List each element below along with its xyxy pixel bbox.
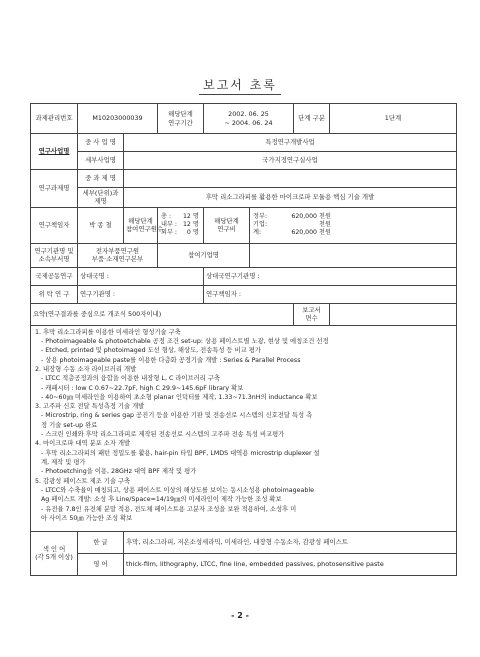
researcher-count-label: 해당단계 참여연구원수 — [124, 207, 158, 243]
commission-label: 위 탁 연 구 — [31, 285, 78, 303]
row-mid-business — [31, 134, 457, 152]
commission-lead: 연구책임자 : — [204, 285, 457, 303]
organization-label: 연구기관명 및 소속부서명 — [31, 243, 78, 267]
summary-line: - 유전율 7.8인 유전체 분말 적용, 전도체 페이스트용 고분자 조성을 보완 적용하여, 소성후 미 — [41, 505, 297, 513]
detail-business-value: 국가지정연구실사업 — [124, 152, 457, 170]
research-cost-values: 정부: 620,000 천원 기업: 천원 계: 620,000 천원 — [250, 207, 457, 243]
row-detail-business — [31, 152, 457, 170]
mid-task-label: 중 과 제 명 — [78, 170, 124, 188]
summary-line: - 40~60㎛ 미세라인을 이용하여 초소형 planar 인덕터를 제작, 1.33~71.3nH의 inductance 확보 — [41, 393, 318, 401]
mid-task-value — [124, 170, 457, 188]
keywords-label: 색 인 어 (각 5개 이상) — [31, 531, 78, 575]
row-organization — [31, 243, 457, 267]
research-task-label: 연구과제명 — [31, 170, 78, 208]
partner-company-value — [250, 243, 457, 267]
stage-label: 단계 구분 — [294, 104, 330, 134]
row-summary-body — [31, 325, 457, 531]
summary-line: 3. 고주파 신호 전달 특성측정 기술 개발 — [35, 403, 145, 411]
row-keywords-ko — [31, 531, 457, 553]
page-number: - 2 - — [231, 611, 249, 620]
summary-line: - LTCC와 수축율이 매칭되고, 상용 페이스트 이상의 해상도를 보이는 동시소성용 photoimageable — [41, 486, 314, 494]
researcher-name: 박 종 철 — [78, 207, 124, 243]
stage-value: 1단계 — [330, 104, 457, 134]
summary-body — [31, 325, 457, 531]
detail-task-value: 후막 리소그라피를 활용한 마이크로파 모듈용 핵심 기술 개발 — [124, 188, 457, 208]
counterpart-country: 상대국명 : — [78, 267, 204, 285]
counterpart-organization: 상대국연구기관명 : — [204, 267, 457, 285]
partner-company-label: 참여기업명 — [158, 243, 250, 267]
keywords-en-label: 영 어 — [78, 553, 124, 575]
commission-organization: 연구기관명 : — [78, 285, 204, 303]
row-international — [31, 267, 457, 285]
row-commission — [31, 285, 457, 303]
research-business-label: 연구사업명 — [31, 134, 78, 170]
row-summary-header — [31, 303, 457, 325]
page-title — [0, 76, 480, 95]
period-value: 2002. 06. 25 ~ 2004. 06. 24 — [204, 104, 294, 134]
keywords-en-value: thick-film, lithography, LTCC, fine line, embedded passives, photosensitive paste — [124, 553, 457, 575]
summary-line: - 상용 photoimageable paste를 이용한 다층화 공정기술 개발 : Series & Parallel Process — [41, 356, 301, 364]
summary-line: Ag 페이스트 개발: 소성 후 Line/Space=14/19㎛의 미세라인이 제작 가능한 조성 확보 — [41, 496, 282, 504]
summary-line: 5. 감광성 페이스트 제조 기술 구축 — [35, 477, 131, 485]
row-detail-task — [31, 188, 457, 208]
summary-line: - LTCC 적층공정과의 융합을 이용한 내장형 L, C 라이브러리 구축 — [41, 375, 220, 383]
keywords-ko-value: 후막, 리소그라피, 저온소성세라믹, 미세라인, 내장형 수동소자, 감광성 페이스트 — [124, 531, 457, 553]
summary-line: - Microstrip, ring & series gap 공진기 등을 이용한 기판 및 전송선로 시스템의 신호전달 특성 측 — [41, 412, 313, 420]
row-mid-task — [31, 170, 457, 188]
organization-value: 전자부품연구원 부품·소재연구본부 — [78, 243, 158, 267]
researcher-label: 연구책임자 — [31, 207, 78, 243]
research-cost-label: 해당단계 연구비 — [204, 207, 250, 243]
row-management — [31, 104, 457, 134]
report-abstract-table — [30, 103, 457, 576]
row-researcher — [31, 207, 457, 243]
summary-line: - 후막 리소그라피의 패턴 정밀도를 활용, hair-pin 타입 BPF, LMDS 대역용 microstrip duplexer 설 — [41, 449, 320, 457]
period-label: 해당단계 연구기간 — [158, 104, 204, 134]
researcher-count-values: 총 : 12 명 내부 : 12 명 외부 : 0 명 — [158, 207, 204, 243]
keywords-ko-label: 한 글 — [78, 531, 124, 553]
summary-label: 요약(연구결과를 중심으로 개조식 500자이내) — [31, 303, 294, 325]
report-pages-value — [330, 303, 457, 325]
international-label: 국제공동연구 — [31, 267, 78, 285]
summary-line: - Etched, printed 및 photoimaged 도선 형상, 해상도, 전송특성 등 비교 평가 — [41, 347, 261, 355]
summary-line: 1. 후막 리소그라피를 이용한 미세라인 형성기술 구축 — [35, 328, 181, 336]
summary-line: 계, 제작 및 평가 — [41, 459, 86, 467]
summary-line: 정 기술 set-up 완료 — [41, 421, 98, 429]
summary-line: - Photoetching을 이용, 28GHz 대역 BPF 제작 및 평가 — [41, 468, 197, 476]
summary-line: 2. 내장형 수동 소자 라이브러리 개발 — [35, 365, 137, 373]
summary-line: - 캐패시터 : low C 0.67~22.7pF, high C 29.9~145.6pF library 확보 — [41, 384, 244, 392]
row-keywords-en — [31, 553, 457, 575]
mid-business-label: 중 사 업 명 — [78, 134, 124, 152]
detail-business-label: 세부사업명 — [78, 152, 124, 170]
page-title-text: 보고서 초록 — [199, 76, 281, 95]
detail-task-label: 세부(단위)과제명 — [78, 188, 124, 208]
management-number-value: M10203000039 — [78, 104, 158, 134]
summary-line: - 스크린 인쇄와 후막 리소그라피로 제작된 전송선로 시스템의 고주파 전송 특성 비교평가 — [41, 431, 285, 439]
summary-line: 아 사이즈 50㎛ 가능한 조성 확보 — [41, 514, 133, 522]
management-number-label: 과제관리번호 — [31, 104, 78, 134]
mid-business-value: 특정연구개발사업 — [124, 134, 457, 152]
summary-line: - Photoimageable & photoetchable 공정 조건 set-up: 상용 페이스트별 노광, 현상 및 에칭조건 선정 — [41, 337, 329, 345]
report-pages-label: 보고서 면수 — [294, 303, 330, 325]
summary-line: 4. 마이크로파 대역 분포 소자 개발 — [35, 440, 131, 448]
